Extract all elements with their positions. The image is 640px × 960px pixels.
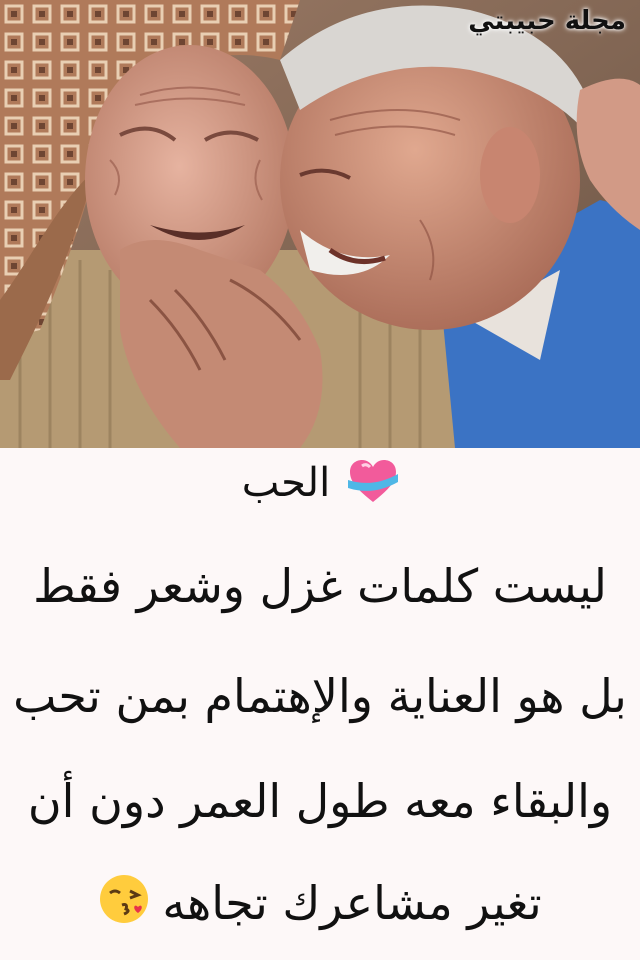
couple-photo-illustration (0, 0, 640, 448)
caption-line-4: تغير مشاعرك تجاهه (162, 875, 542, 930)
face-blowing-kiss-icon (98, 873, 150, 932)
caption-line-3: والبقاء معه طول العمر دون أن (27, 774, 613, 828)
caption-line-4-row (0, 873, 640, 932)
heading-row (0, 458, 640, 508)
heart-with-ribbon-icon (348, 458, 398, 508)
watermark: مجلة حبيبتي (468, 6, 626, 36)
heading-title: الحب (241, 460, 331, 506)
couple-photo (0, 0, 640, 448)
caption-line-2: بل هو العناية والإهتمام بمن تحب (13, 669, 627, 723)
caption-line-1: ليست كلمات غزل وشعر فقط (33, 559, 607, 613)
caption-area (0, 448, 640, 960)
